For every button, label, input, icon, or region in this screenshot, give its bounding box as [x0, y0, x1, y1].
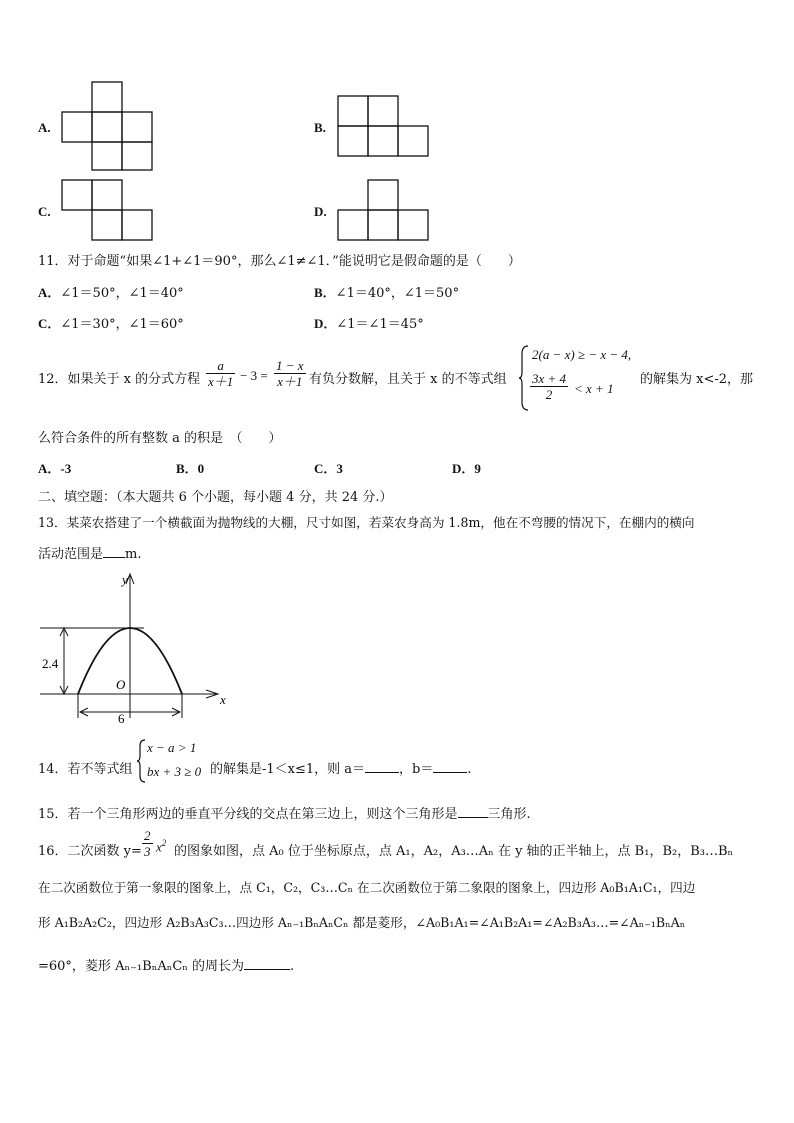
q12-option-b-text: 0: [197, 461, 205, 476]
q11-option-a[interactable]: [38, 282, 184, 301]
q13-line2-pre: 活动范围是: [38, 547, 104, 562]
q12-option-d-text: 9: [474, 461, 481, 476]
section-2-heading: 二、填空题：（本大题共 6 个小题，每小题 4 分，共 24 分.）: [38, 490, 393, 505]
q16-x-squared: [156, 838, 166, 855]
q12-option-a[interactable]: [38, 458, 71, 477]
q13-parabola-figure: [38, 566, 234, 726]
q11-option-a-label: A．: [38, 285, 61, 300]
q11-option-d-text: ∠1＝∠1＝45°: [336, 317, 424, 332]
q15-answer-blank[interactable]: [458, 817, 488, 818]
q11-option-c-text: ∠1＝30°，∠1＝60°: [60, 317, 184, 332]
q12-fraction-2: [274, 358, 306, 389]
q16-line1-rest: 的图象如图，点 A₀ 位于坐标原点，点 A₁，A₂，A₃…Aₙ 在 y 轴的正半轴上，点 B₁，B₂，B₃…Bₙ: [174, 844, 734, 859]
q11-option-b-text: ∠1＝40°，∠1＝50°: [335, 286, 460, 301]
option-a-label: A.: [38, 120, 51, 135]
q16-fraction: [142, 828, 153, 859]
q14-brace: [136, 738, 146, 784]
q13-line2: [38, 543, 141, 562]
q12-option-a-text: -3: [60, 461, 72, 476]
q12-option-c-text: 3: [336, 461, 343, 476]
y-axis-label: y: [122, 572, 128, 587]
option-d-label: D.: [314, 204, 327, 219]
q11-option-d-label: D．: [314, 316, 337, 331]
q16-line3: 形 A₁B₂A₂C₂，四边形 A₂B₃A₃C₃…四边形 Aₙ₋₁BₙAₙCₙ 都是菱形，∠A₀B₁A₁=∠A₁B₂A₁=∠A₂B₃A₃…=∠Aₙ₋₁BₙAₙ: [38, 915, 686, 930]
q12-ineq1: 2(a − x) ≥ − x − 4,: [532, 347, 632, 362]
q12-prefix: 12．如果关于 x 的分式方程: [38, 372, 201, 387]
q11-option-c-label: C．: [38, 316, 61, 331]
q11-option-b-label: B．: [314, 285, 336, 300]
q12-option-d[interactable]: [452, 458, 481, 477]
height-label: 2.4: [42, 656, 59, 671]
q16-line4-pre: =60°，菱形 Aₙ₋₁BₙAₙCₙ 的周长为: [38, 959, 245, 974]
q12-option-b[interactable]: [176, 458, 204, 477]
q12-frac2-denominator: x＋1: [277, 374, 303, 389]
q12-option-a-label: A．: [38, 461, 61, 476]
option-d-figure: [336, 178, 432, 242]
q14-body: [210, 758, 472, 777]
q14-prefix: 14．若不等式组: [38, 762, 133, 777]
q16-line4-post: .: [290, 959, 295, 974]
q14-ineq2: bx + 3 ≥ 0: [147, 764, 202, 779]
q14-a-blank[interactable]: [365, 772, 399, 773]
q14-end: .: [467, 762, 472, 777]
q14-b-blank[interactable]: [433, 772, 467, 773]
q12-middle: 有负分数解，且关于 x 的不等式组: [309, 372, 507, 387]
q16-frac-numerator: 2: [144, 828, 151, 843]
option-c-figure: [60, 178, 156, 242]
q16-x: x: [156, 839, 162, 855]
option-b-figure: [336, 94, 432, 158]
q13-line1: 13．某菜农搭建了一个横截面为抛物线的大棚，尺寸如图，若菜农身高为 1.8m，他在不弯腰的情况下，在棚内的横向: [38, 515, 695, 530]
q12-brace: [518, 344, 530, 412]
q12-ineq2-fraction: [530, 371, 568, 402]
q11-option-c[interactable]: [38, 313, 184, 332]
q12-line2: 么符合条件的所有整数 a 的积是 （ ）: [38, 431, 282, 446]
q12-frac1-denominator: x＋1: [208, 374, 234, 389]
q16-line4: [38, 955, 294, 974]
q11-stem: 11．对于命题“如果∠1+∠1＝90°，那么∠1≠∠1．”能说明它是假命题的是（ ）: [38, 254, 521, 269]
q16-exponent: 2: [161, 838, 167, 848]
q12-option-b-label: B．: [176, 461, 198, 476]
q11-option-d[interactable]: [314, 313, 424, 332]
q12-ineq2-rest: < x + 1: [574, 381, 614, 396]
q11-option-a-text: ∠1＝50°，∠1＝40°: [60, 286, 184, 301]
x-axis-label: x: [220, 692, 226, 707]
q12-suffix: 的解集为 x<-2，那: [640, 372, 754, 387]
q16-frac-denominator: 3: [144, 844, 151, 859]
q16-pre: 16．二次函数 y=: [38, 844, 142, 859]
q13-line2-post: m.: [125, 547, 142, 562]
width-label: 6: [118, 711, 125, 726]
origin-label: O: [116, 677, 126, 692]
q14-b-label: ，b＝: [399, 762, 434, 777]
q12-minus3: − 3 =: [240, 368, 268, 383]
q14-mid: 的解集是-1＜x≤1，则 a＝: [210, 762, 366, 777]
q12-frac2-numerator: 1 − x: [276, 358, 304, 373]
q15-line: [38, 803, 531, 822]
q15-pre: 15．若一个三角形两边的垂直平分线的交点在第三边上，则这个三角形是: [38, 807, 458, 822]
q14-ineq1: x − a > 1: [147, 740, 197, 755]
q15-post: 三角形.: [487, 807, 531, 822]
q12-option-c[interactable]: [314, 458, 343, 477]
q12-option-d-label: D．: [452, 461, 475, 476]
q12-frac1-numerator: a: [206, 358, 235, 374]
q11-option-b[interactable]: [314, 282, 459, 301]
q12-option-c-label: C．: [314, 461, 337, 476]
q12-fraction-1: [206, 358, 235, 389]
q16-answer-blank[interactable]: [244, 969, 290, 970]
q16-line2: 在二次函数位于第一象限的图象上，点 C₁，C₂，C₃…Cₙ 在二次函数位于第二象限的图象上，四边形 A₀B₁A₁C₁，四边: [38, 880, 696, 895]
q13-answer-blank[interactable]: [103, 557, 125, 558]
option-a-figure: [60, 80, 156, 172]
q12-ineq2-denominator: 2: [545, 387, 553, 402]
option-b-label: B.: [314, 120, 326, 135]
option-c-label: C.: [38, 204, 51, 219]
q12-ineq2-numerator: 3x + 4: [532, 371, 567, 386]
